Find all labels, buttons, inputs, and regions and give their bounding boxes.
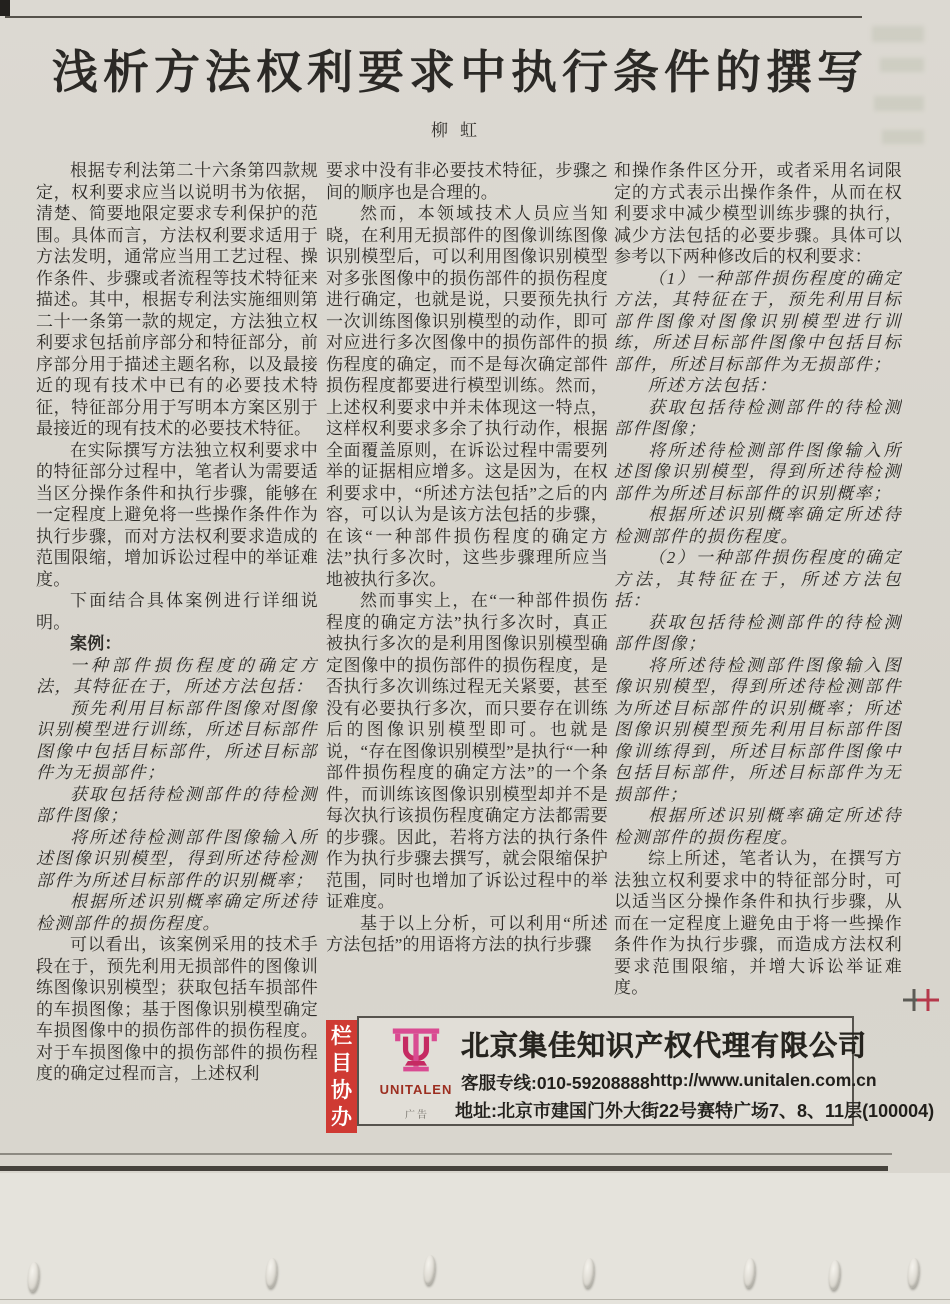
bottom-thin-rule — [0, 1153, 892, 1155]
paragraph: 获取包括待检测部件的待检测部件图像； — [614, 612, 902, 653]
paragraph: 获取包括待检测部件的待检测部件图像； — [614, 397, 902, 438]
paragraph: 预先利用目标部件图像对图像识别模型进行训练，所述目标部件图像中包括目标部件，所述目标部件为无损部件； — [36, 698, 318, 782]
paragraph: 所述方法包括： — [648, 376, 778, 395]
paragraph: 要求中没有非必要技术特征，步骤之间的顺序也是合理的。 — [326, 161, 608, 202]
paragraph: 然而，本领域技术人员应当知晓，在利用无损部件的图像训练图像识别模型后，可以利用图像识别模型对多张图像中的损伤部件的损伤程度进行确定，也就是说，只要预先执行一次训练图像识别模型的动作，即可对应进行多次图像中的损伤部件的损伤程度的确定，而不是每次确定部件损伤程度都要进行模型训练。然而，上述权利要求中并未体现这一特点，这样权利要求多余了执行动作，根据全面覆盖原则，在诉讼过程中需要列举的证据相应增多。这是因为，在权利要求中，“所述方法包括”之后的内容，可以认为是该方法包括的步骤，在该“一种部件损伤程度的确定方法”执行多次时，这些步骤理所应当地被执行多次。 — [326, 204, 608, 589]
paragraph: 根据所述识别概率确定所述待检测部件的损伤程度。 — [36, 892, 318, 933]
ad-phone: 客服专线:010-59208888 — [461, 1073, 650, 1093]
paragraph: 一种部件损伤程度的确定方法，其特征在于，所述方法包括： — [36, 655, 318, 696]
article-column-3 — [614, 160, 902, 1008]
article-title: 浅析方法权利要求中执行条件的撰写 — [52, 47, 868, 98]
unitalen-wordmark: UNITALEN — [379, 1082, 453, 1097]
registration-mark-icon — [900, 982, 946, 1023]
article-column-2 — [326, 160, 608, 1008]
paragraph: 将所述待检测部件图像输入所述图像识别模型，得到所述待检测部件为所述目标部件的识别概率； — [36, 827, 318, 890]
paragraph: 案例： — [70, 634, 122, 653]
ad-box — [357, 1016, 935, 1126]
paragraph: 可以看出，该案例采用的技术手段在于，预先利用无损部件的图像训练图像识别模型；获取包括车损部件的车损图像；基于图像识别模型确定车损图像中的损伤部件的损伤程度。对于车损图像中的损伤部件的损伤程度的确定过程而言，上述权利 — [36, 935, 318, 1083]
paragraph: 基于以上分析，可以利用“所述方法包括”的用语将方法的执行步骤 — [326, 913, 608, 954]
ad-note: 广告 — [405, 1110, 429, 1121]
page-bottom-margin — [0, 1173, 950, 1304]
paragraph: 将所述待检测部件图像输入图像识别模型，得到所述待检测部件为所述目标部件的识别概率；所述图像识别模型预先利用目标部件图像训练得到，所述目标部件图像中包括目标部件，所述目标部件为无损部件； — [614, 655, 902, 804]
bottom-edge-line — [0, 1299, 950, 1300]
ad-address: 地址:北京市建国门外大街22号赛特广场7、8、11层(100004) — [455, 1101, 935, 1121]
ad-company-name: 北京集佳知识产权代理有限公司 — [461, 1030, 868, 1061]
paragraph: 根据所述识别概率确定所述待检测部件的损伤程度。 — [614, 505, 902, 546]
ad-contact-line — [461, 1070, 877, 1095]
paragraph: 下面结合具体案例进行详细说明。 — [36, 591, 318, 632]
scan-corner-artifact — [0, 0, 10, 16]
unitalen-logo-icon — [373, 1024, 459, 1102]
paragraph: （2）一种部件损伤程度的确定方法，其特征在于，所述方法包括： — [614, 548, 902, 610]
top-rule — [5, 16, 862, 18]
paragraph: 根据所述识别概率确定所述待检测部件的损伤程度。 — [614, 806, 902, 847]
paragraph: （1）一种部件损伤程度的确定方法，其特征在于，预先利用目标部件图像对图像识别模型进行训练，所述目标部件图像中包括目标部件，所述目标部件为无损部件； — [614, 268, 902, 374]
bottom-thick-rule — [0, 1166, 888, 1171]
article-author: 柳虹 — [431, 121, 489, 140]
paragraph: 在实际撰写方法独立权利要求中的特征部分过程中，笔者认为需要适当区分操作条件和执行步骤，能够在一定程度上避免将一些操作条件作为执行步骤，而对方法权利要求造成的范围限缩，增加诉讼过程中的举证难度。 — [36, 440, 318, 589]
paragraph: 综上所述，笔者认为，在撰写方法独立权利要求中的特征部分时，可以适当区分操作条件和执行步骤，从而在一定程度上避免由于将一些操作条件作为执行步骤，而造成方法权利要求范围限缩，并增大诉讼举证难度。 — [614, 849, 902, 997]
paragraph: 根据专利法第二十六条第四款规定，权利要求应当以说明书为依据，清楚、简要地限定要求专利保护的范围。具体而言，方法权利要求适用于方法发明，通常应当用工艺过程、操作条件、步骤或者流程等技术特征来描述。其中，根据专利法实施细则第二十一条第一款的规定，方法独立权利要求包括前序部分和特征部分，前序部分用于描述主题名称，以及最接近的现有技术中已有的必要技术特征，特征部分用于写明本方案区别于最接近的现有技术的必要技术特征。 — [36, 161, 318, 438]
paragraph: 然而事实上，在“一种部件损伤程度的确定方法”执行多次时，真正被执行多次的是利用图像识别模型确定图像中的损伤部件的损伤程度，是否执行多次训练过程无关紧要，甚至没有必要执行多次，而只要存在训练后的图像识别模型即可。也就是说，“存在图像识别模型”是执行“一种部件损伤程度的确定方法”的一个条件，而训练该图像识别模型却并不是每次执行该损伤程度确定方法都需要的步骤。因此，若将方法的执行条件作为执行步骤去撰写，就会限缩保护范围，同时也增加了诉讼过程中的举证难度。 — [326, 591, 608, 911]
ad-sponsor-tab: 栏目协办 — [326, 1020, 357, 1133]
article-column-1 — [36, 160, 318, 1152]
paragraph: 将所述待检测部件图像输入所述图像识别模型，得到所述待检测部件为所述目标部件的识别概率； — [614, 440, 902, 503]
ad-website: http://www.unitalen.com.cn — [649, 1070, 877, 1090]
paragraph: 和操作条件区分开，或者采用名词限定的方式表示出操作条件，从而在权利要求中减少模型训练步骤的执行，减少方法包括的必要步骤。具体可以参考以下两种修改后的权利要求： — [614, 161, 902, 266]
paragraph: 获取包括待检测部件的待检测部件图像； — [36, 784, 318, 825]
